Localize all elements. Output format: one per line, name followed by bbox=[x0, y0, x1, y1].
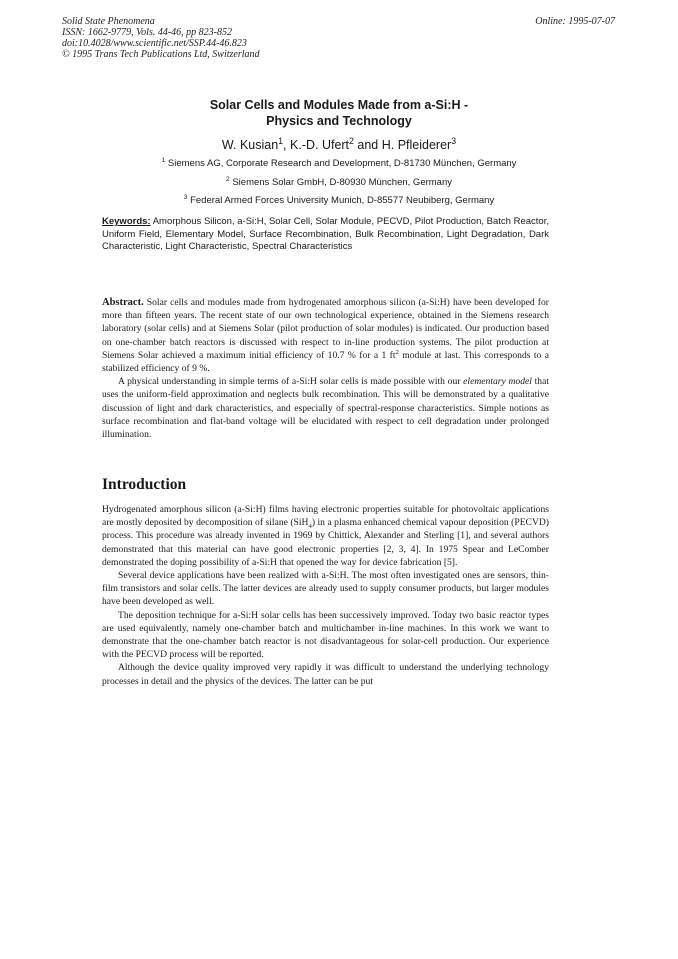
keywords-text: Amorphous Silicon, a-Si:H, Solar Cell, Solar Module, PECVD, Pilot Production, Batch Reactor, Uniform Field, Elementary Model, Surface Recombination, Bulk Recombination, Light Degradation, Dark Characteristic, Light Characteristic, Spectral Characteristics bbox=[102, 216, 549, 252]
affiliation bbox=[100, 177, 578, 188]
author-name: K.-D. Ufert bbox=[290, 138, 350, 152]
abstract-text: A physical understanding in simple terms of a-Si:H solar cells is made possible with our bbox=[118, 376, 464, 388]
title-line-1: Solar Cells and Modules Made from a-Si:H - bbox=[209, 98, 469, 112]
author-name: W. Kusian bbox=[221, 138, 279, 152]
abstract-text: module at last. This corresponds to a stabilized efficiency of 9 %. bbox=[102, 349, 550, 375]
journal-header bbox=[62, 16, 260, 60]
affiliation-text: Siemens AG, Corporate Research and Development, D-81730 München, Germany bbox=[167, 158, 517, 169]
author-list bbox=[100, 135, 578, 152]
author-name: H. Pfleiderer bbox=[381, 138, 452, 152]
emphasis-term: elementary model bbox=[463, 376, 532, 388]
affiliation-text: Siemens Solar GmbH, D-80930 München, Germany bbox=[232, 177, 452, 188]
body-paragraph: Several device applications have been realized with a-Si:H. The most often investigated ones are sensors, thin-film transistors and solar cells. The latter devices are already used to supply consumer products, but larger modules have been developed as well. bbox=[102, 570, 549, 608]
author-affil-mark: 1 bbox=[278, 135, 284, 146]
body-paragraph: The deposition technique for a-Si:H solar cells has been successively improved. Today two basic reactor types are used equivalently, namely one-chamber batch and multichamber in-line machines. In this work we want to demonstrate that the one-chamber batch reactor is not disadvantageous for solar-cell production. Our experience with the PECVD process will be reported. bbox=[102, 609, 549, 661]
author-separator: , bbox=[283, 138, 290, 152]
paper-title bbox=[100, 97, 578, 129]
abstract-text: Solar cells and modules made from hydrogenated amorphous silicon (a-Si:H) have been developed for more than fifteen years. The recent state of our own technological experience, obtained in the Siemens research laboratory (solar cells) and at Siemens Solar (pilot production of solar modules) is indicated. Our production based on one-chamber batch reactors is discussed with respect to in-line production systems. The pilot production at Siemens Solar achieved a maximum initial efficiency of 10.7 % for a 1 ft bbox=[102, 297, 549, 361]
journal-name: Solid State Phenomena bbox=[62, 16, 155, 27]
affiliation bbox=[100, 195, 578, 206]
abstract-label: Abstract. bbox=[102, 297, 144, 308]
title-line-2: Physics and Technology bbox=[266, 114, 412, 128]
introduction-body bbox=[102, 503, 549, 688]
subscript: 4 bbox=[308, 523, 312, 531]
journal-issn: ISSN: 1662-9779, Vols. 44-46, pp 823-852 bbox=[62, 27, 232, 38]
affiliation-mark: 2 bbox=[226, 175, 230, 183]
journal-doi[interactable]: doi:10.4028/www.scientific.net/SSP.44-46.823 bbox=[62, 38, 247, 49]
superscript: 2 bbox=[395, 348, 399, 356]
abstract-text: that uses the uniform-field approximation and neglects bulk recombination. This will be demonstrated by a qualitative discussion of light and dark characteristics, and especially of spectral-response characteristics. Simple notions as surface recombination and flat-band voltage will be elucidated with respect to cell degradation under prolonged illumination. bbox=[102, 376, 549, 441]
affiliation-mark: 1 bbox=[161, 156, 166, 164]
affiliation-text: Federal Armed Forces University Munich, D-85577 Neubiberg, Germany bbox=[190, 195, 495, 206]
author-affil-mark: 3 bbox=[451, 135, 457, 146]
body-text: Hydrogenated amorphous silicon (a-Si:H) films having electronic properties suitable for photovoltaic applications are mostly deposited by decomposition of silane (SiH bbox=[102, 504, 549, 529]
journal-copyright: © 1995 Trans Tech Publications Ltd, Switzerland bbox=[62, 49, 260, 60]
body-text: ) in a plasma enhanced chemical vapour deposition (PECVD) process. This procedure was already invented in 1969 by Chittick, Alexander and Sterling [1], and several authors demonstrated that this material can have good electronic properties [2, 3, 4]. In 1975 Spear and LeComber demonstrated the doping possibility of a-Si:H that opened the way for device fabrication [5]. bbox=[102, 517, 550, 568]
author-separator: and bbox=[353, 138, 382, 152]
affiliation-mark: 3 bbox=[183, 193, 188, 201]
keywords-label: Keywords: bbox=[102, 216, 151, 227]
abstract-paragraph bbox=[102, 296, 549, 375]
keywords-block bbox=[102, 216, 549, 254]
body-paragraph bbox=[102, 503, 549, 569]
abstract-paragraph bbox=[102, 375, 549, 441]
author-affil-mark: 2 bbox=[349, 135, 354, 146]
online-date: Online: 1995-07-07 bbox=[535, 16, 615, 27]
body-paragraph: Although the device quality improved very rapidly it was difficult to understand the underlying technology processes in detail and the physics of the devices. The latter can be put bbox=[102, 662, 549, 687]
abstract-block bbox=[102, 296, 549, 441]
affiliation bbox=[100, 158, 578, 169]
section-heading: Introduction bbox=[102, 476, 187, 493]
